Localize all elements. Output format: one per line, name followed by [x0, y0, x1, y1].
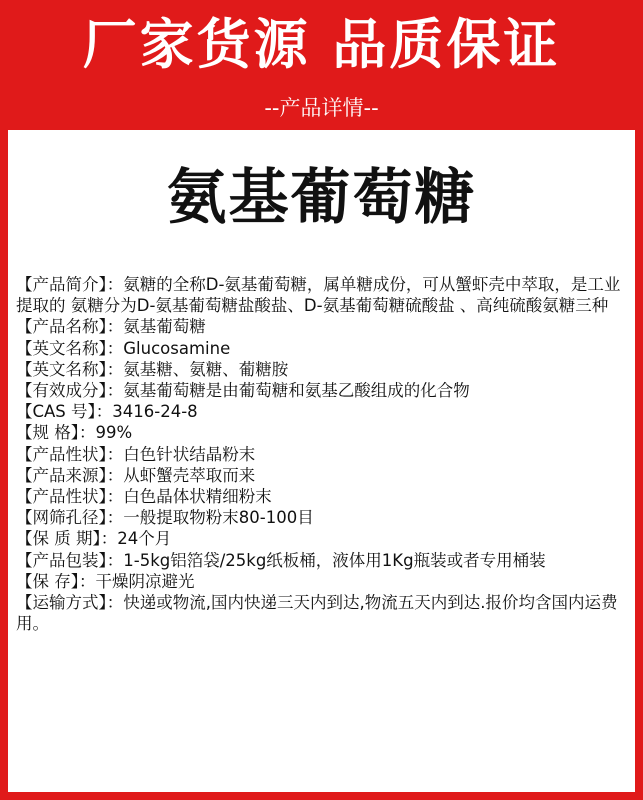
detail-value: 氨基糖、氨糖、葡糖胺 — [123, 359, 289, 379]
detail-separator: ： — [106, 317, 124, 337]
detail-label: 【产品简介】 — [16, 275, 107, 294]
detail-value: 氨基葡萄糖 — [123, 317, 206, 337]
detail-label: 【产品性状】 — [16, 444, 107, 464]
detail-label: 【CAS 号】 — [16, 402, 96, 422]
detail-separator: ： — [106, 593, 124, 613]
detail-separator: ： — [106, 359, 124, 379]
detail-row — [16, 422, 630, 443]
slogan: 厂家货源 品质保证 — [82, 13, 561, 76]
detail-label: 【英文名称】 — [16, 338, 107, 358]
detail-separator: ： — [100, 529, 118, 549]
detail-separator: ： — [106, 508, 124, 528]
detail-separator: ： — [106, 338, 124, 358]
detail-value: 3416-24-8 — [112, 402, 198, 422]
detail-value: 24个月 — [117, 529, 172, 549]
product-title: 氨基葡萄糖 — [166, 163, 477, 233]
detail-separator: ： — [106, 487, 124, 507]
detail-value: 干燥阴凉避光 — [95, 571, 195, 591]
detail-value: 从虾蟹壳萃取而来 — [123, 465, 256, 485]
detail-row — [16, 486, 630, 507]
detail-label: 【产品性状】 — [16, 487, 107, 507]
detail-value: 氨基葡萄糖是由葡萄糖和氨基乙酸组成的化合物 — [123, 381, 470, 401]
detail-label: 【运输方式】 — [16, 593, 107, 613]
detail-row — [16, 274, 630, 316]
detail-value: 白色晶体状精细粉末 — [123, 487, 272, 507]
detail-label: 【保 存】 — [16, 571, 79, 591]
detail-label: 【产品来源】 — [16, 465, 107, 485]
detail-row — [16, 465, 630, 486]
detail-separator: ： — [79, 571, 96, 591]
detail-label: 【保 质 期】 — [16, 529, 101, 549]
detail-label: 【网筛孔径】 — [16, 508, 107, 528]
detail-separator: ： — [106, 381, 124, 401]
section-subhead: --产品详情-- — [264, 96, 379, 120]
detail-row — [16, 571, 630, 592]
detail-value: Glucosamine — [123, 338, 231, 358]
detail-separator: ： — [95, 402, 113, 422]
detail-label: 【产品包装】 — [16, 550, 107, 570]
detail-row — [16, 338, 630, 359]
detail-label: 【有效成分】 — [16, 381, 107, 401]
detail-separator: ： — [79, 423, 96, 443]
detail-row — [16, 444, 630, 465]
detail-separator: ： — [106, 465, 124, 485]
detail-separator: ： — [106, 275, 124, 294]
detail-row — [16, 359, 630, 380]
detail-row — [16, 316, 630, 337]
detail-label: 【规 格】 — [16, 423, 79, 443]
detail-separator: ： — [106, 550, 124, 570]
detail-separator: ： — [106, 444, 124, 464]
detail-label: 【产品名称】 — [16, 317, 107, 337]
header-banner — [0, 0, 643, 130]
detail-label: 【英文名称】 — [16, 359, 107, 379]
product-details-list — [16, 274, 630, 634]
detail-value: 快递或物流,国内快递三天内到达,物流五天内到达.报价均含国内运费用。 — [16, 593, 618, 634]
detail-value: 1-5kg铝箔袋/25kg纸板桶，液体用1Kg瓶装或者专用桶装 — [123, 550, 546, 570]
detail-row — [16, 592, 630, 634]
detail-row — [16, 550, 630, 571]
detail-row — [16, 401, 630, 422]
detail-value: 氨糖的全称D-氨基葡萄糖，属单糖成份，可从蟹虾壳中萃取，是工业提取的 氨糖分为D-氨基葡萄糖盐酸盐、D-氨基葡萄糖硫酸盐 、高纯硫酸氨糖三种 — [16, 275, 621, 316]
detail-row — [16, 380, 630, 401]
detail-value: 白色针状结晶粉末 — [123, 444, 256, 464]
detail-row — [16, 507, 630, 528]
detail-value: 一般提取物粉末80-100目 — [123, 508, 314, 528]
detail-value: 99% — [95, 423, 133, 443]
detail-row — [16, 528, 630, 549]
